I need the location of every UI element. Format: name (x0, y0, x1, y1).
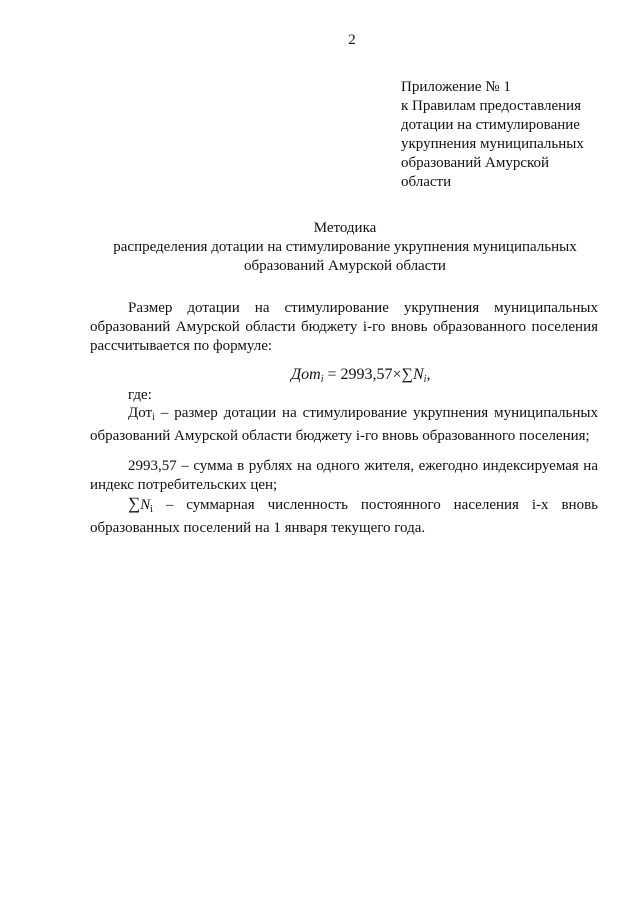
def-term-sub: i (152, 412, 155, 423)
formula-n-sub: i (423, 374, 427, 385)
definition-population (90, 494, 598, 538)
definition-rate: 2993,57 – сумма в рублях на одного жителя, ежегодно индексируемая на индекс потребительских цен; (90, 458, 598, 493)
sum-icon: ∑ (128, 494, 141, 513)
appendix-line: дотации на стимулирование (401, 117, 580, 133)
page-number: 2 (348, 32, 356, 48)
document-title (90, 219, 600, 276)
title-line: образований Амурской области (244, 258, 446, 274)
formula-coef: 2993,57× (340, 366, 402, 383)
appendix-header (401, 78, 601, 192)
appendix-line: области (401, 174, 452, 190)
where-label: где: (128, 387, 152, 403)
definition-dot (90, 404, 598, 446)
title-line: Методика (313, 220, 377, 236)
def-text: – суммарная численность постоянного населения i-х вновь образованных поселений на 1 января текущего года. (90, 497, 598, 536)
appendix-line: к Правилам предоставления (401, 98, 582, 114)
appendix-line: Приложение № 1 (401, 79, 511, 95)
title-line: распределения дотации на стимулирование укрупнения муниципальных (113, 239, 577, 255)
def-n-sub: i (150, 504, 153, 515)
formula-lhs: Дот (291, 366, 321, 383)
def-term: Дот (128, 405, 153, 421)
intro-paragraph: Размер дотации на стимулирование укрупнения муниципальных образований Амурской области бюджету i-го вновь образованного поселения рассчитывается по формуле: (90, 300, 598, 354)
appendix-line: укрупнения муниципальных (401, 136, 584, 152)
formula-n: N (412, 366, 424, 383)
formula-eq: = (323, 366, 341, 383)
def-text: – размер дотации на стимулирование укрупнения муниципальных образований Амурской области бюджету i-го вновь образованного поселения; (90, 405, 598, 444)
formula (291, 366, 430, 385)
formula-end: , (426, 366, 431, 383)
def-n: N (140, 497, 151, 513)
formula-sum: ∑ (401, 366, 413, 383)
appendix-line: образований Амурской (401, 155, 550, 171)
formula-lhs-sub: i (320, 374, 324, 385)
